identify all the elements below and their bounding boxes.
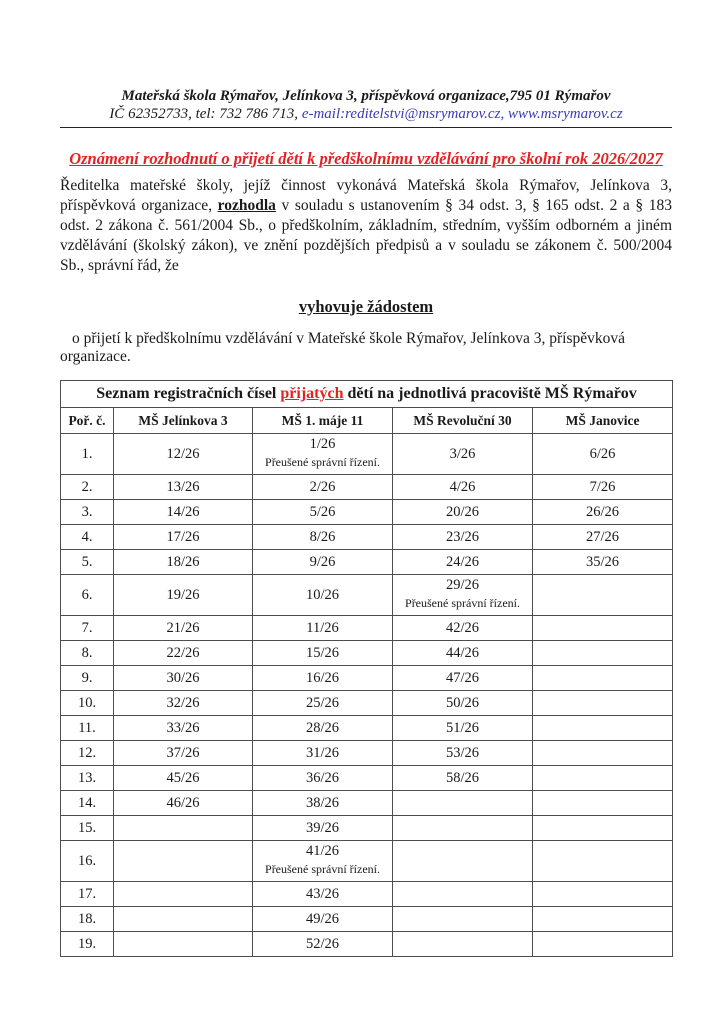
- registration-number-cell: [393, 666, 533, 691]
- cell-value: 8.: [81, 644, 93, 661]
- registration-number-cell: [253, 550, 393, 575]
- registration-number-cell: [533, 616, 673, 641]
- registration-number-cell: [533, 575, 673, 616]
- registration-number-cell: [393, 766, 533, 791]
- registration-number-cell: [393, 882, 533, 907]
- table-row: [61, 575, 673, 616]
- table-row: [61, 741, 673, 766]
- cell-value: 42/26: [445, 619, 480, 636]
- registration-number-cell: [114, 716, 253, 741]
- table-title: [61, 381, 673, 408]
- registration-number-cell: [533, 525, 673, 550]
- cell-value: 29/26: [445, 577, 480, 593]
- registration-number-cell: [253, 500, 393, 525]
- suspended-proceeding-note: Přeušené správní řízení.: [265, 862, 380, 876]
- table-title-prefix: Seznam registračních čísel: [96, 385, 281, 402]
- registration-number-cell: [253, 475, 393, 500]
- cell-value: 10.: [77, 694, 97, 711]
- table-title-row: [61, 381, 673, 408]
- table-row: [61, 641, 673, 666]
- column-header-maje: MŠ 1. máje 11: [253, 408, 393, 434]
- cell-value: 1/26: [309, 436, 336, 452]
- cell-value: 6/26: [589, 445, 616, 462]
- registration-number-cell: [393, 841, 533, 882]
- cell-value: 52/26: [305, 935, 340, 952]
- row-number-cell: [61, 841, 114, 882]
- table-row: [61, 907, 673, 932]
- cell-value: 17.: [77, 885, 97, 902]
- registration-number-cell: [114, 550, 253, 575]
- registration-number-cell: [393, 641, 533, 666]
- intro-paragraph: [60, 176, 672, 276]
- table-row: [61, 616, 673, 641]
- row-number-cell: [61, 475, 114, 500]
- table-title-highlight: přijatých: [280, 385, 344, 402]
- registration-number-cell: [253, 525, 393, 550]
- cell-value: 15.: [77, 819, 97, 836]
- table-title-suffix: dětí na jednotlivá pracoviště MŠ Rýmařov: [343, 385, 637, 402]
- table-row: [61, 500, 673, 525]
- row-number-cell: [61, 932, 114, 957]
- registration-number-cell: [253, 766, 393, 791]
- cell-value: 27/26: [586, 528, 620, 545]
- registration-number-cell: [253, 741, 393, 766]
- cell-value: 33/26: [166, 719, 200, 736]
- cell-value: 53/26: [445, 744, 480, 761]
- column-header-janovice: MŠ Janovice: [533, 408, 673, 434]
- organization-name: Mateřská škola Rýmařov, Jelínkova 3, příspěvková organizace,795 01 Rýmařov: [121, 88, 611, 104]
- document-page: [60, 0, 672, 957]
- header-divider: [60, 127, 672, 128]
- registration-number-cell: [533, 716, 673, 741]
- registration-number-cell: [533, 434, 673, 475]
- registration-number-cell: [393, 907, 533, 932]
- row-number-cell: [61, 716, 114, 741]
- row-number-cell: [61, 550, 114, 575]
- cell-value: 32/26: [166, 694, 200, 711]
- cell-value: 49/26: [305, 910, 340, 927]
- table-row: [61, 525, 673, 550]
- cell-value: 9.: [81, 669, 93, 686]
- registration-number-cell: [114, 666, 253, 691]
- cell-value: 12.: [77, 744, 97, 761]
- decision-heading: vyhovuje žádostem: [298, 297, 434, 316]
- registration-number-cell: [253, 841, 393, 882]
- cell-value: 26/26: [586, 503, 620, 520]
- email-link[interactable]: e-mail:reditelstvi@msrymarov.cz: [301, 106, 501, 122]
- registration-number-cell: [533, 666, 673, 691]
- column-header-ordinal: Poř. č.: [61, 408, 114, 434]
- registration-number-cell: [114, 932, 253, 957]
- registration-number-cell: [114, 841, 253, 882]
- cell-value: 7/26: [589, 478, 616, 495]
- registration-number-cell: [393, 932, 533, 957]
- registration-number-cell: [393, 550, 533, 575]
- column-header-revolucni: MŠ Revoluční 30: [393, 408, 533, 434]
- page-title: Oznámení rozhodnutí o přijetí dětí k předškolnímu vzdělávání pro školní rok 2026/2027: [69, 149, 663, 168]
- table-row: [61, 434, 673, 475]
- registration-number-cell: [114, 616, 253, 641]
- registration-number-cell: [253, 434, 393, 475]
- document-header: [60, 88, 672, 123]
- row-number-cell: [61, 434, 114, 475]
- cell-value: 25/26: [305, 694, 340, 711]
- cell-value: 22/26: [166, 644, 200, 661]
- cell-value: 12/26: [166, 445, 200, 462]
- registration-number-cell: [533, 932, 673, 957]
- registration-number-cell: [533, 475, 673, 500]
- row-number-cell: [61, 500, 114, 525]
- suspended-proceeding-note: Přeušené správní řízení.: [405, 596, 520, 610]
- row-number-cell: [61, 691, 114, 716]
- registration-number-cell: [253, 791, 393, 816]
- registration-number-cell: [533, 550, 673, 575]
- cell-value: 31/26: [305, 744, 340, 761]
- registration-number-cell: [393, 500, 533, 525]
- table-row: [61, 766, 673, 791]
- row-number-cell: [61, 575, 114, 616]
- cell-value: 16/26: [305, 669, 340, 686]
- decision-verb: rozhodla: [217, 197, 276, 214]
- cell-value: 46/26: [166, 794, 200, 811]
- cell-value: 36/26: [305, 769, 340, 786]
- cell-value: 16.: [77, 852, 97, 869]
- contact-line: [60, 106, 672, 123]
- table-row: [61, 475, 673, 500]
- registration-number-cell: [253, 641, 393, 666]
- row-number-cell: [61, 641, 114, 666]
- cell-value: 11.: [78, 719, 96, 736]
- registration-number-cell: [114, 907, 253, 932]
- website-link[interactable]: www.msrymarov.cz: [507, 106, 623, 122]
- cell-value: 6.: [81, 586, 93, 603]
- cell-value: 14/26: [166, 503, 200, 520]
- cell-value: 21/26: [166, 619, 200, 636]
- registration-number-cell: [253, 666, 393, 691]
- registration-number-cell: [533, 907, 673, 932]
- row-number-cell: [61, 616, 114, 641]
- registration-number-cell: [533, 791, 673, 816]
- registration-number-cell: [393, 575, 533, 616]
- registration-number-cell: [253, 907, 393, 932]
- registration-number-cell: [393, 475, 533, 500]
- row-number-cell: [61, 882, 114, 907]
- cell-value: 20/26: [445, 503, 480, 520]
- link-separator: ,: [500, 106, 508, 122]
- cell-value: 4/26: [449, 478, 476, 495]
- registration-number-cell: [253, 716, 393, 741]
- cell-value: 14.: [77, 794, 97, 811]
- registration-table: [60, 380, 673, 957]
- registration-number-cell: [533, 500, 673, 525]
- cell-value: 39/26: [305, 819, 340, 836]
- registration-number-cell: [533, 641, 673, 666]
- registration-number-cell: [253, 616, 393, 641]
- cell-value: 45/26: [166, 769, 200, 786]
- registration-number-cell: [114, 882, 253, 907]
- registration-number-cell: [114, 766, 253, 791]
- registration-number-cell: [533, 841, 673, 882]
- row-number-cell: [61, 525, 114, 550]
- registration-number-cell: [114, 791, 253, 816]
- row-number-cell: [61, 741, 114, 766]
- cell-value: 9/26: [309, 553, 336, 570]
- cell-value: 5.: [81, 553, 93, 570]
- cell-value: 51/26: [445, 719, 480, 736]
- cell-value: 11/26: [306, 619, 339, 636]
- registration-number-cell: [533, 766, 673, 791]
- cell-value: 2.: [81, 478, 93, 495]
- cell-value: 13.: [77, 769, 97, 786]
- registration-number-cell: [393, 434, 533, 475]
- table-row: [61, 691, 673, 716]
- row-number-cell: [61, 791, 114, 816]
- registration-number-cell: [533, 816, 673, 841]
- column-header-row: [61, 408, 673, 434]
- table-row: [61, 882, 673, 907]
- registration-number-cell: [114, 816, 253, 841]
- cell-value: 30/26: [166, 669, 200, 686]
- table-row: [61, 550, 673, 575]
- cell-value: 19.: [77, 935, 97, 952]
- registration-number-cell: [253, 816, 393, 841]
- registration-number-cell: [253, 575, 393, 616]
- row-number-cell: [61, 766, 114, 791]
- table-row: [61, 666, 673, 691]
- cell-value: 1.: [81, 445, 93, 462]
- cell-value: 18/26: [166, 553, 200, 570]
- cell-value: 43/26: [305, 885, 340, 902]
- registration-number-cell: [114, 575, 253, 616]
- registration-number-cell: [393, 791, 533, 816]
- cell-value: 15/26: [305, 644, 340, 661]
- cell-value: 7.: [81, 619, 93, 636]
- table-row: [61, 841, 673, 882]
- suspended-proceeding-note: Přeušené správní řízení.: [265, 455, 380, 469]
- cell-value: 13/26: [166, 478, 200, 495]
- registration-number-cell: [114, 741, 253, 766]
- decision-subline: o přijetí k předškolnímu vzdělávání v Mateřské škole Rýmařov, Jelínkova 3, příspěvková organizace.: [60, 330, 625, 365]
- cell-value: 41/26: [305, 843, 340, 859]
- cell-value: 50/26: [445, 694, 480, 711]
- registration-number-cell: [533, 741, 673, 766]
- cell-value: 4.: [81, 528, 93, 545]
- cell-value: 3.: [81, 503, 93, 520]
- table-row: [61, 716, 673, 741]
- registration-number-cell: [253, 932, 393, 957]
- registration-number-cell: [114, 691, 253, 716]
- registration-number-cell: [114, 500, 253, 525]
- table-row: [61, 791, 673, 816]
- registration-number-cell: [533, 882, 673, 907]
- registration-number-cell: [533, 691, 673, 716]
- table-row: [61, 816, 673, 841]
- cell-value: 5/26: [309, 503, 336, 520]
- cell-value: 47/26: [445, 669, 480, 686]
- cell-value: 38/26: [305, 794, 340, 811]
- registration-number-cell: [114, 525, 253, 550]
- row-number-cell: [61, 907, 114, 932]
- registration-number-cell: [393, 816, 533, 841]
- registration-number-cell: [393, 616, 533, 641]
- cell-value: 37/26: [166, 744, 200, 761]
- cell-value: 18.: [77, 910, 97, 927]
- row-number-cell: [61, 666, 114, 691]
- intro-text-2: v souladu s ustanovením § 34 odst. 3, § 165 odst. 2 a § 183 odst. 2 zákona č. 561/2004 Sb., o předškolním, základním, středním, vyšším odborném a jiném vzdělávání (školský zákon), ve znění pozdějších předpisů a v souladu se zákonem č. 500/2004 Sb., správní řád, že: [60, 197, 672, 274]
- registration-number-cell: [114, 434, 253, 475]
- cell-value: 23/26: [445, 528, 480, 545]
- table-body: [61, 434, 673, 957]
- contact-info: IČ 62352733, tel: 732 786 713,: [109, 106, 302, 122]
- cell-value: 2/26: [309, 478, 336, 495]
- registration-number-cell: [393, 741, 533, 766]
- cell-value: 10/26: [305, 586, 340, 603]
- cell-value: 17/26: [166, 528, 200, 545]
- cell-value: 58/26: [445, 769, 480, 786]
- registration-number-cell: [114, 475, 253, 500]
- registration-number-cell: [253, 882, 393, 907]
- cell-value: 3/26: [449, 445, 476, 462]
- table-row: [61, 932, 673, 957]
- registration-number-cell: [393, 691, 533, 716]
- cell-value: 44/26: [445, 644, 480, 661]
- registration-number-cell: [253, 691, 393, 716]
- cell-value: 8/26: [309, 528, 336, 545]
- cell-value: 28/26: [305, 719, 340, 736]
- column-header-jelinkova: MŠ Jelínkova 3: [114, 408, 253, 434]
- registration-number-cell: [114, 641, 253, 666]
- registration-number-cell: [393, 716, 533, 741]
- row-number-cell: [61, 816, 114, 841]
- cell-value: 19/26: [166, 586, 200, 603]
- registration-number-cell: [393, 525, 533, 550]
- cell-value: 35/26: [586, 553, 620, 570]
- intro-text-1: Ředitelka mateřské školy, jejíž činnost vykonává Mateřská škola Rýmařov, Jelínkova 3, příspěvková organizace,: [60, 177, 672, 214]
- cell-value: 24/26: [445, 553, 480, 570]
